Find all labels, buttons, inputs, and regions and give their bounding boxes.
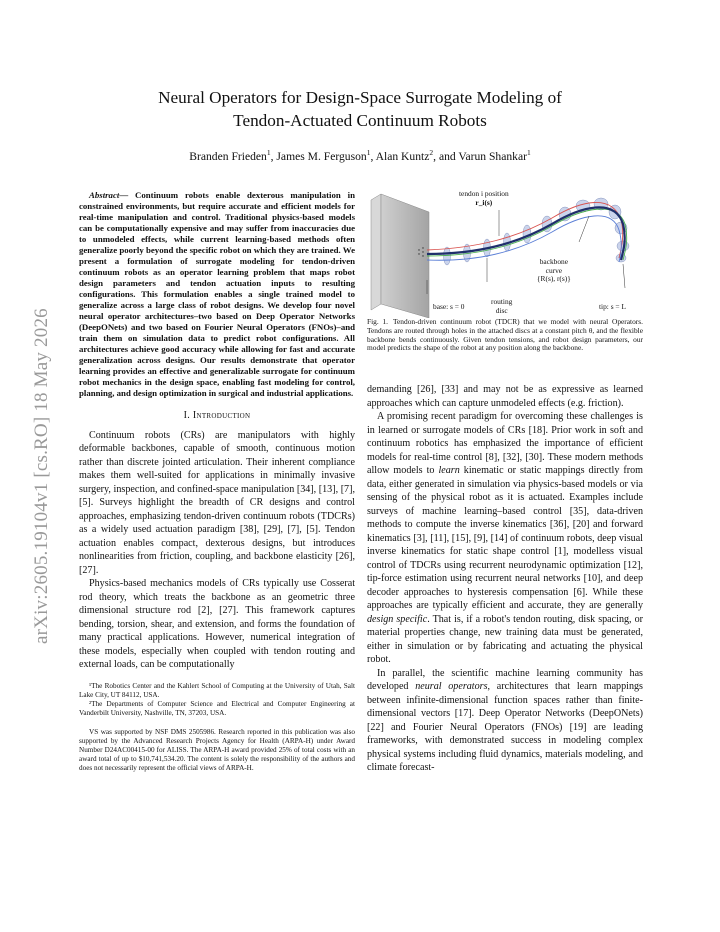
title-line-1: Neural Operators for Design-Space Surrogate Modeling of <box>158 88 562 107</box>
author-name: Branden Frieden <box>189 149 267 163</box>
leader-backbone <box>579 216 589 242</box>
base-wall-side <box>371 194 381 310</box>
intro-emphasis-design-specific: design specific <box>367 613 428 625</box>
label-tendon-position <box>459 190 509 207</box>
author-affiliation: 1 <box>266 148 271 157</box>
figure-1-caption <box>367 318 643 353</box>
intro-paragraph-4-part-a: A promising recent paradigm for overcoming these challenges is in learned or surrogate models of CRs [18]. Prior work in soft and continuum robotics has emphasized the importance of efficient models for real-time control [8], [32], [30]. These modern methods allow models to <box>367 411 643 477</box>
author-affiliation: 1 <box>366 148 371 157</box>
paper-title <box>80 86 640 132</box>
author-separator: , <box>270 149 277 163</box>
intro-paragraph-5 <box>367 667 643 775</box>
label-tip: tip: s = L <box>599 302 626 311</box>
author-list <box>60 148 660 163</box>
footnote-funding: VS was supported by NSF DMS 2505986. Research reported in this publication was also supported by the Advanced Research Projects Agency for Health (ARPA-H) under Award Number D24AC00415-00 for ALISS. The ARPA-H award provided 25% of total costs with an award total of up to $10,741,534.20. The content is solely the responsibility of the authors and does not necessarily represent the official views of ARPA-H. <box>79 727 355 772</box>
section-title: Introduction <box>192 410 251 421</box>
intro-paragraph-5-part-a: In parallel, the scientific machine learning community has developed <box>367 667 643 693</box>
left-column <box>79 190 355 773</box>
intro-paragraph-2: Physics-based mechanics models of CRs typically use Cosserat rod theory, which treats the backbone as an geometric three dimensional structure rod [2], [27]. This framework captures bending, torsion, shear, and extension, and forms the foundation of many practical applications. However, numerical integration of these models, especially when coupled with tendon routing and external loads, can be computationally <box>79 578 355 670</box>
label-tendon-text: tendon i position <box>459 189 509 198</box>
author-affiliation: 1 <box>526 148 531 157</box>
arxiv-identifier-stamp <box>24 0 60 644</box>
figure-1-tdcr-diagram <box>367 190 643 318</box>
base-wall-front <box>381 194 429 318</box>
label-tendon-symbol: r_i(s) <box>475 197 493 207</box>
title-line-2: Tendon-Actuated Continuum Robots <box>233 111 487 130</box>
label-base: base: s = 0 <box>433 302 465 311</box>
figure-1-caption-text: Tendon-driven continuum robot (TDCR) that we model with neural Operators. Tendons are routed through holes in the attached discs at a constant pitch θ, and the flexible backbone bends continuously. Given tendon tensions, and robot design parameters, our model predicts the shape of the robot at any position along the backbone. <box>367 317 643 353</box>
label-routing-text: routing <box>491 297 513 306</box>
routing-disc <box>444 247 451 265</box>
intro-paragraph-1: Continuum robots (CRs) are manipulators with highly deformable backbones, capable of smooth, continuous motion rather than discrete jointed articulation. Their inherent compliance makes them well-suited for applications in minimally invasive surgery, inspection, and confined-space manipulation [34], [13], [7], [5]. Surveys highlight the breadth of CR designs and control approaches, emphasizing tendon-driven continuum robots (TDCRs) as a widely used actuation paradigm [38], [29], [7], [5]. Tendon actuation enables compact, dexterous designs, but introduces nonlinearities from friction, coupling, and backbone elasticity [26], [27]. <box>79 429 355 576</box>
footnote-affiliation-1: ¹The Robotics Center and the Kahlert School of Computing at the University of Utah, Salt Lake City, UT 84112, USA. <box>79 681 355 699</box>
author-separator: , and <box>433 149 459 163</box>
leader-tip <box>623 264 625 288</box>
author-affiliation: 2 <box>429 148 434 157</box>
abstract-dash: — <box>119 190 136 200</box>
right-column-body <box>367 383 643 775</box>
intro-paragraph-3: demanding [26], [33] and may not be as expressive as learned approaches which can capture unmodeled effects (e.g. friction). <box>367 384 643 409</box>
author-name: James M. Ferguson <box>276 149 367 163</box>
section-number: I. <box>183 410 193 421</box>
intro-paragraph-5-part-b: , architectures that learn mappings between infinite-dimensional function spaces rather than finite-dimensional vectors [17]. Deep Operator Networks (DeepONets) [22] and Fourier Neural Operators (FNOs) [19] are leading frameworks, with demonstrated success in modeling complex physical systems including fluid dynamics, materials modeling, and climate forecast- <box>367 681 643 774</box>
intro-emphasis-neural-operators: neural operators <box>415 681 488 693</box>
intro-paragraph-4-part-c: . That is, if a robot's tendon routing, disk spacing, or material properties change, new training data must be generated, either in simulation or by fabricating and actuating the physical robot. <box>367 613 643 666</box>
label-backbone-text: backbone <box>539 257 569 266</box>
author-separator: , <box>370 149 376 163</box>
intro-paragraph-4 <box>367 410 643 667</box>
author-name: Alan Kuntz <box>375 149 430 163</box>
label-routing-disc <box>491 298 512 315</box>
footnotes <box>79 682 355 773</box>
section-heading-introduction <box>79 409 355 423</box>
label-backbone-curve <box>537 258 571 284</box>
label-disc-text: disc <box>495 305 508 315</box>
figure-1-number: Fig. 1. <box>367 317 389 326</box>
abstract-text: Continuum robots enable dexterous manipulation in constrained environments, but require accurate and efficient models for real-time manipulation and control. Traditional physics-based models can be computationally expensive and may suffer from inaccuracies due to unmodeled effects, while current learning-based methods often generalize poorly beyond the specific robot on which they are trained. We present a formulation of surrogate modeling for tendon-driven continuum robots as an operator learning problem that maps robot design parameters and tendon actuation inputs to resulting configurations. This formulation enables a single trained model to generalize across a large class of robot designs. We develop four novel neural operator architectures–two based on Deep Operator Networks (DeepONets) and two based on Fourier Neural Operators (FNOs)–and train them on simulation data to predict robot configurations. All architectures achieve good accuracy while allowing for fast and accurate generalization across designs. Our results demonstrate that operator learning provides an effective and generalizable surrogate for continuum robot mechanics in the design space, enabling fast modeling for control, planning, and design optimization in surgical and industrial applications. <box>79 190 355 398</box>
abstract-lead: Abstract <box>89 190 120 200</box>
abstract <box>79 190 355 399</box>
intro-emphasis-learn: learn <box>438 465 460 477</box>
label-curve-symbol: {R(s), r(s)} <box>537 274 571 284</box>
footnote-affiliation-2: ²The Departments of Computer Science and Electrical and Computer Engineering at Vanderbilt University, Nashville, TN, 37203, USA. <box>79 699 355 717</box>
author-name: Varun Shankar <box>458 149 527 163</box>
right-column <box>367 190 643 775</box>
label-curve-text: curve <box>545 265 563 275</box>
intro-paragraph-4-part-b: kinematic or static mappings directly from data, either generated in simulation via physics-based models or via sensing of the physical robot as it is actuated. Examples include surveys of machine learning–based control [35], data-driven methods to compute the inverse kinematics [36], [20] and forward kinematics [3], [11], [15], [9], [14] of continuum robots, deep visual inverse kinematics for static shape control [1], modelless visual control of TDCRs using recurrent neurodynamic optimization [12], tip-force estimation using recurrent neural networks [10], and deep decoder approaches to hysteresis compensation [6]. While these approaches are typically efficient and accurate, they are generally <box>367 465 643 612</box>
arxiv-identifier: arXiv:2605.19104v1 [cs.RO] 18 May 2026 <box>31 308 52 644</box>
